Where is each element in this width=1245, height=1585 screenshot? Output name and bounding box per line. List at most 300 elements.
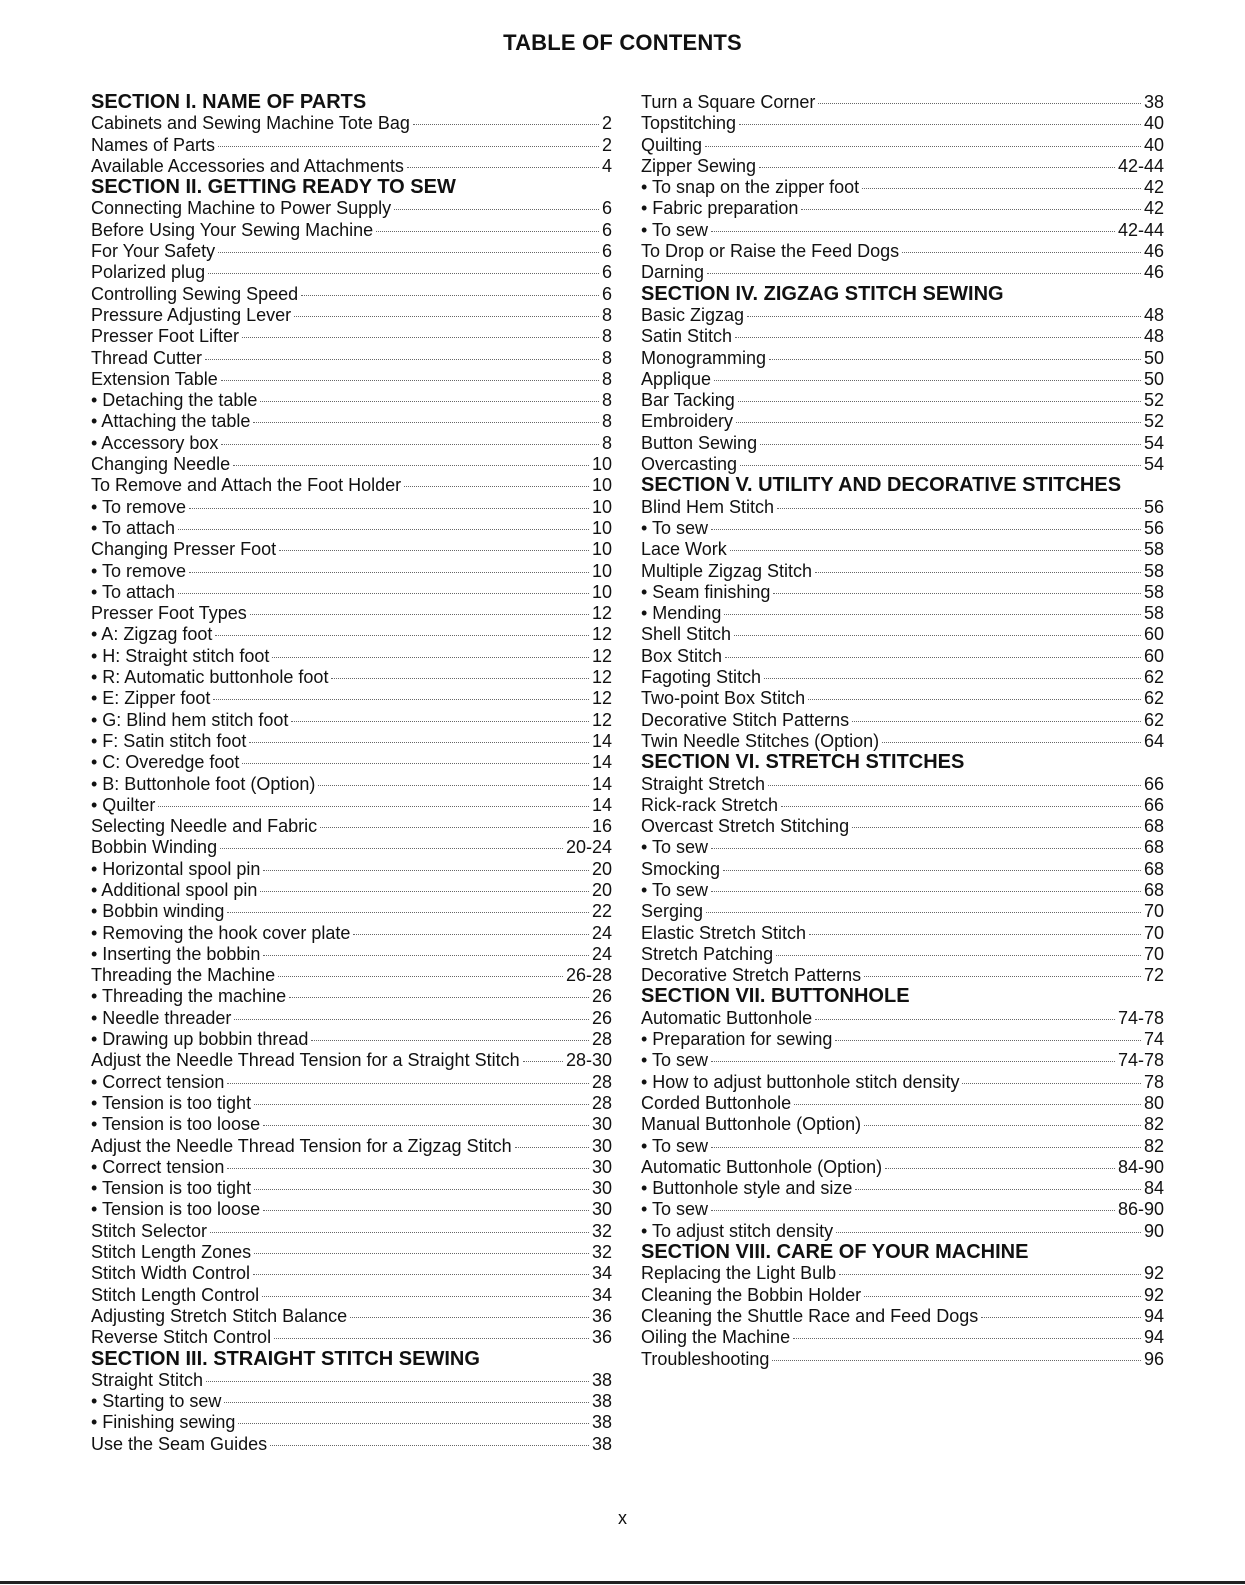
toc-entry: [641, 135, 1164, 156]
dot-leader: [178, 529, 589, 530]
toc-entry: [91, 1008, 612, 1029]
toc-entry-label: Connecting Machine to Power Supply: [91, 198, 392, 219]
toc-entry: [91, 284, 612, 305]
toc-entry-label: Satin Stitch: [641, 326, 733, 347]
toc-entry: [641, 1093, 1164, 1114]
toc-entry: [91, 1199, 612, 1220]
toc-entry-page: 94: [1143, 1305, 1164, 1326]
dot-leader: [320, 827, 589, 828]
dot-leader: [794, 1104, 1141, 1105]
toc-entry-label: • To remove: [91, 560, 187, 581]
toc-entry-page: 24: [591, 922, 612, 943]
toc-entry-page: 34: [591, 1263, 612, 1284]
dot-leader: [294, 316, 599, 317]
page-title: TABLE OF CONTENTS: [503, 30, 742, 55]
toc-entry-page: 70: [1143, 943, 1164, 964]
dot-leader: [318, 785, 589, 786]
toc-entry-page: 78: [1143, 1071, 1164, 1092]
toc-entry-label: • To remove: [91, 496, 187, 517]
toc-entry-label: Monogramming: [641, 347, 767, 368]
toc-entry: [91, 646, 612, 667]
toc-entry: [91, 326, 612, 347]
dot-leader: [249, 742, 589, 743]
toc-entry-page: 28: [591, 1092, 612, 1113]
toc-entry-page: 64: [1143, 730, 1164, 751]
dot-leader: [801, 209, 1141, 210]
dot-leader: [376, 231, 599, 232]
toc-entry-label: • B: Buttonhole foot (Option): [91, 773, 316, 794]
dot-leader: [227, 1168, 589, 1169]
dot-leader: [711, 848, 1141, 849]
toc-entry: [91, 859, 612, 880]
toc-entry: [91, 518, 612, 539]
toc-entry: [91, 667, 612, 688]
toc-entry-label: Straight Stretch: [641, 773, 766, 794]
toc-entry-page: 8: [601, 347, 612, 368]
toc-entry-label: Stitch Length Zones: [91, 1242, 252, 1263]
dot-leader: [759, 167, 1115, 168]
toc-entry: [91, 944, 612, 965]
dot-leader: [263, 955, 589, 956]
dot-leader: [274, 1338, 589, 1339]
toc-entry-label: Basic Zigzag: [641, 304, 745, 325]
toc-entry-page: 10: [591, 475, 612, 496]
toc-entry: [641, 198, 1164, 219]
toc-entry: [641, 1285, 1164, 1306]
toc-entry-page: 52: [1143, 411, 1164, 432]
toc-entry-page: 12: [591, 709, 612, 730]
toc-entry-label: Presser Foot Types: [91, 603, 247, 624]
toc-entry-label: Bobbin Winding: [91, 837, 218, 858]
toc-entry-page: 36: [591, 1327, 612, 1348]
toc-entry: [641, 688, 1164, 709]
toc-entry-label: • Accessory box: [91, 432, 219, 453]
toc-entry-page: 60: [1143, 645, 1164, 666]
dot-leader: [764, 678, 1141, 679]
toc-entry-page: 14: [591, 773, 612, 794]
toc-entry: [91, 986, 612, 1007]
toc-entry-label: Smocking: [641, 858, 721, 879]
toc-entry-label: • E: Zipper foot: [91, 688, 211, 709]
toc-entry-label: • To sew: [641, 219, 708, 240]
toc-entry-page: 12: [591, 603, 612, 624]
toc-entry: [91, 901, 612, 922]
dot-leader: [515, 1147, 589, 1148]
toc-entry: [91, 135, 612, 156]
dot-leader: [724, 614, 1141, 615]
dot-leader: [740, 465, 1141, 466]
toc-entry-page: 82: [1143, 1135, 1164, 1156]
toc-entry-page: 6: [601, 283, 612, 304]
dot-leader: [224, 1402, 589, 1403]
toc-entry-label: Automatic Buttonhole (Option): [641, 1156, 883, 1177]
toc-entry: [641, 454, 1164, 475]
toc-entry-label: Reverse Stitch Control: [91, 1327, 272, 1348]
dot-leader: [263, 1210, 589, 1211]
toc-entry-label: Button Sewing: [641, 432, 758, 453]
toc-entry-label: SECTION VII. BUTTONHOLE: [641, 985, 910, 1008]
toc-entry-page: 42: [1143, 177, 1164, 198]
toc-entry-page: 46: [1143, 241, 1164, 262]
dot-leader: [735, 337, 1141, 338]
toc-entry-page: 14: [591, 752, 612, 773]
toc-entry: [91, 965, 612, 986]
toc-entry-page: 94: [1143, 1327, 1164, 1348]
dot-leader: [711, 529, 1141, 530]
toc-entry: [91, 454, 612, 475]
dot-leader: [776, 955, 1141, 956]
dot-leader: [263, 1125, 589, 1126]
dot-leader: [711, 1210, 1115, 1211]
toc-entry-label: Lace Work: [641, 539, 727, 560]
toc-entry-page: 8: [601, 411, 612, 432]
toc-entry-page: 42-44: [1117, 219, 1164, 240]
dot-leader: [852, 721, 1141, 722]
toc-entry: [641, 497, 1164, 518]
dot-leader: [747, 316, 1141, 317]
toc-entry-label: • R: Automatic buttonhole foot: [91, 667, 329, 688]
toc-entry: [641, 1221, 1164, 1242]
toc-entry: [91, 1242, 612, 1263]
toc-entry: [91, 1157, 612, 1178]
toc-entry: [641, 944, 1164, 965]
toc-entry: [91, 1050, 612, 1071]
toc-entry-page: 72: [1143, 965, 1164, 986]
dot-leader: [227, 1083, 589, 1084]
toc-entry: [91, 1285, 612, 1306]
toc-entry-label: Oiling the Machine: [641, 1327, 791, 1348]
toc-entry: [641, 667, 1164, 688]
toc-entry: [91, 1221, 612, 1242]
toc-entry-label: Manual Buttonhole (Option): [641, 1114, 862, 1135]
toc-entry-label: • Removing the hook cover plate: [91, 922, 351, 943]
dot-leader: [218, 252, 599, 253]
toc-entry-page: 52: [1143, 390, 1164, 411]
toc-entry-page: 58: [1143, 603, 1164, 624]
toc-entry-page: 10: [591, 517, 612, 538]
toc-entry-page: 32: [591, 1242, 612, 1263]
toc-entry: [641, 1199, 1164, 1220]
dot-leader: [781, 806, 1141, 807]
toc-entry: [91, 688, 612, 709]
toc-entry: [641, 1050, 1164, 1071]
toc-entry-page: 58: [1143, 539, 1164, 560]
toc-entry: [91, 774, 612, 795]
toc-entry: [641, 582, 1164, 603]
toc-entry-page: 6: [601, 262, 612, 283]
toc-entry: [91, 603, 612, 624]
toc-entry: [641, 1349, 1164, 1370]
toc-entry: [91, 220, 612, 241]
toc-entry: [641, 369, 1164, 390]
toc-entry: [641, 603, 1164, 624]
toc-entry-label: Decorative Stretch Patterns: [641, 965, 862, 986]
toc-entry-label: Threading the Machine: [91, 965, 276, 986]
toc-entry-page: 68: [1143, 837, 1164, 858]
dot-leader: [254, 1189, 589, 1190]
dot-leader: [413, 124, 599, 125]
toc-entry-label: Adjust the Needle Thread Tension for a Zigzag Stitch: [91, 1135, 512, 1156]
toc-entry: [641, 1114, 1164, 1135]
toc-entry-page: 90: [1143, 1220, 1164, 1241]
dot-leader: [353, 934, 589, 935]
toc-entry-page: 30: [591, 1135, 612, 1156]
dot-leader: [205, 359, 599, 360]
toc-entry-page: 26-28: [565, 965, 612, 986]
toc-entry: [91, 1412, 612, 1433]
toc-entry: [91, 837, 612, 858]
toc-entry-page: 14: [591, 730, 612, 751]
toc-entry-label: • To sew: [641, 1050, 708, 1071]
toc-entry-page: 40: [1143, 134, 1164, 155]
toc-entry: [641, 113, 1164, 134]
dot-leader: [250, 614, 589, 615]
toc-entry: [91, 1072, 612, 1093]
toc-entry-label: Controlling Sewing Speed: [91, 283, 299, 304]
dot-leader: [218, 146, 599, 147]
toc-entry: [641, 518, 1164, 539]
toc-entry-page: 2: [601, 113, 612, 134]
toc-entry-label: Zipper Sewing: [641, 155, 757, 176]
toc-entry-label: Quilting: [641, 134, 703, 155]
toc-entry-label: Changing Needle: [91, 454, 231, 475]
toc-entry-page: 54: [1143, 432, 1164, 453]
dot-leader: [769, 359, 1141, 360]
page-number: x: [618, 1508, 627, 1528]
dot-leader: [739, 124, 1141, 125]
dot-leader: [738, 401, 1141, 402]
dot-leader: [253, 422, 599, 423]
toc-entry: [91, 475, 612, 496]
toc-entry-page: 12: [591, 667, 612, 688]
toc-entry-label: • A: Zigzag foot: [91, 624, 213, 645]
bottom-rule: [0, 1581, 1245, 1584]
toc-entry-label: Stitch Length Control: [91, 1284, 260, 1305]
toc-entry-page: 66: [1143, 773, 1164, 794]
toc-entry: [91, 880, 612, 901]
dot-leader: [711, 231, 1115, 232]
dot-leader: [707, 273, 1141, 274]
dot-leader: [962, 1083, 1140, 1084]
toc-entry-page: 68: [1143, 858, 1164, 879]
dot-leader: [189, 572, 589, 573]
toc-entry-page: 38: [1143, 92, 1164, 112]
toc-entry-label: • H: Straight stitch foot: [91, 645, 270, 666]
toc-entry-label: • Attaching the table: [91, 411, 251, 432]
toc-entry-label: Pressure Adjusting Lever: [91, 304, 292, 325]
toc-entry-page: 70: [1143, 922, 1164, 943]
toc-entry: [641, 177, 1164, 198]
toc-entry-page: 30: [591, 1114, 612, 1135]
dot-leader: [233, 465, 589, 466]
toc-entry-label: • Starting to sew: [91, 1391, 222, 1412]
toc-entry: [91, 731, 612, 752]
dot-leader: [213, 699, 589, 700]
toc-entry-label: Automatic Buttonhole: [641, 1007, 813, 1028]
dot-leader: [221, 444, 599, 445]
toc-entry-page: 12: [591, 624, 612, 645]
toc-entry-page: 10: [591, 581, 612, 602]
toc-entry-page: 54: [1143, 454, 1164, 475]
dot-leader: [227, 912, 589, 913]
dot-leader: [706, 912, 1141, 913]
toc-entry-label: Troubleshooting: [641, 1348, 770, 1369]
toc-section-heading: [641, 986, 1164, 1007]
toc-entry: [641, 1157, 1164, 1178]
toc-entry-label: • Fabric preparation: [641, 198, 799, 219]
toc-entry-page: 8: [601, 390, 612, 411]
toc-entry-label: Cleaning the Bobbin Holder: [641, 1284, 862, 1305]
toc-entry-label: • Inserting the bobbin: [91, 943, 261, 964]
toc-entry-page: 46: [1143, 262, 1164, 283]
dot-leader: [714, 380, 1141, 381]
toc-entry-label: Cleaning the Shuttle Race and Feed Dogs: [641, 1305, 979, 1326]
dot-leader: [260, 891, 589, 892]
toc-entry-label: • Tension is too tight: [91, 1092, 252, 1113]
toc-entry-label: Adjusting Stretch Stitch Balance: [91, 1305, 348, 1326]
toc-entry-label: SECTION I. NAME OF PARTS: [91, 91, 367, 113]
toc-entry-page: 58: [1143, 581, 1164, 602]
toc-entry-label: SECTION IV. ZIGZAG STITCH SEWING: [641, 282, 1004, 305]
dot-leader: [254, 1104, 589, 1105]
toc-entry: [91, 113, 612, 134]
toc-entry-page: 8: [601, 326, 612, 347]
toc-entry-page: 12: [591, 688, 612, 709]
toc-entry-page: 42-44: [1117, 155, 1164, 176]
toc-entry: [91, 1306, 612, 1327]
dot-leader: [815, 572, 1141, 573]
toc-entry-label: • To sew: [641, 1135, 708, 1156]
dot-leader: [242, 337, 599, 338]
toc-entry-label: • To sew: [641, 837, 708, 858]
dot-leader: [404, 486, 589, 487]
dot-leader: [730, 550, 1141, 551]
toc-entry-label: • Tension is too tight: [91, 1178, 252, 1199]
toc-entry-label: SECTION VI. STRETCH STITCHES: [641, 751, 965, 774]
toc-entry-page: 8: [601, 432, 612, 453]
toc-section-heading: [91, 1349, 612, 1370]
dot-leader: [809, 934, 1141, 935]
toc-entry-label: • Preparation for sewing: [641, 1029, 833, 1050]
toc-entry-page: 50: [1143, 368, 1164, 389]
toc-entry: [91, 1370, 612, 1391]
dot-leader: [234, 1019, 589, 1020]
toc-entry-page: 4: [601, 155, 612, 176]
toc-entry-label: • Tension is too loose: [91, 1199, 261, 1220]
toc-entry-label: To Remove and Attach the Foot Holder: [91, 475, 402, 496]
toc-entry-page: 62: [1143, 667, 1164, 688]
toc-entry-page: 28-30: [565, 1050, 612, 1071]
toc-entry-page: 20-24: [565, 837, 612, 858]
dot-leader: [301, 295, 599, 296]
dot-leader: [215, 635, 589, 636]
dot-leader: [189, 508, 589, 509]
toc-entry: [91, 411, 612, 432]
dot-leader: [864, 1125, 1141, 1126]
toc-entry: [641, 262, 1164, 283]
dot-leader: [523, 1061, 563, 1062]
toc-entry-page: 30: [591, 1178, 612, 1199]
toc-entry-page: 84-90: [1117, 1156, 1164, 1177]
toc-entry-label: SECTION II. GETTING READY TO SEW: [91, 176, 456, 199]
dot-leader: [981, 1317, 1141, 1318]
toc-entry-page: 48: [1143, 326, 1164, 347]
toc-entry: [641, 646, 1164, 667]
toc-entry-label: Blind Hem Stitch: [641, 496, 775, 517]
toc-entry: [91, 1391, 612, 1412]
toc-entry: [641, 1029, 1164, 1050]
toc-entry-label: • To attach: [91, 517, 176, 538]
toc-entry: [641, 816, 1164, 837]
toc-entry-label: • C: Overedge foot: [91, 752, 240, 773]
toc-entry-page: 2: [601, 134, 612, 155]
toc-entry-label: • Quilter: [91, 794, 156, 815]
toc-entry: [91, 582, 612, 603]
dot-leader: [279, 550, 589, 551]
toc-entry-label: Thread Cutter: [91, 347, 203, 368]
dot-leader: [206, 1381, 589, 1382]
toc-entry: [641, 539, 1164, 560]
toc-entry-label: • Needle threader: [91, 1007, 232, 1028]
dot-leader: [815, 1019, 1115, 1020]
dot-leader: [263, 870, 589, 871]
toc-entry-page: 84: [1143, 1178, 1164, 1199]
toc-entry: [641, 241, 1164, 262]
toc-entry: [641, 859, 1164, 880]
toc-entry-label: Names of Parts: [91, 134, 216, 155]
dot-leader: [772, 1360, 1141, 1361]
toc-entry-page: 74-78: [1117, 1050, 1164, 1071]
toc-entry: [641, 624, 1164, 645]
toc-entry-page: 50: [1143, 347, 1164, 368]
dot-leader: [711, 891, 1141, 892]
dot-leader: [210, 1232, 589, 1233]
dot-leader: [311, 1040, 589, 1041]
toc-entry-page: 68: [1143, 816, 1164, 837]
toc-entry: [641, 731, 1164, 752]
toc-section-heading: [641, 284, 1164, 305]
toc-entry-page: 12: [591, 645, 612, 666]
toc-entry-page: 60: [1143, 624, 1164, 645]
dot-leader: [254, 1253, 589, 1254]
toc-entry-page: 68: [1143, 879, 1164, 900]
toc-entry: [91, 348, 612, 369]
dot-leader: [855, 1189, 1141, 1190]
toc-entry-label: • How to adjust buttonhole stitch density: [641, 1071, 960, 1092]
toc-entry-label: • Tension is too loose: [91, 1114, 261, 1135]
toc-entry: [91, 1434, 612, 1455]
dot-leader: [270, 1445, 589, 1446]
toc-entry-label: Straight Stitch: [91, 1369, 204, 1390]
toc-entry-label: • Additional spool pin: [91, 879, 258, 900]
toc-entry-label: Rick-rack Stretch: [641, 794, 779, 815]
toc-entry-label: Cabinets and Sewing Machine Tote Bag: [91, 113, 410, 134]
toc-entry-label: Before Using Your Sewing Machine: [91, 219, 374, 240]
toc-entry-label: • To attach: [91, 581, 176, 602]
toc-entry-label: Decorative Stitch Patterns: [641, 709, 850, 730]
toc-entry-page: 96: [1143, 1348, 1164, 1369]
toc-entry-page: 36: [591, 1305, 612, 1326]
dot-leader: [862, 188, 1141, 189]
toc-entry-label: SECTION VIII. CARE OF YOUR MACHINE: [641, 1241, 1029, 1264]
toc-entry-page: 6: [601, 241, 612, 262]
toc-entry-label: • Bobbin winding: [91, 901, 225, 922]
toc-entry-page: 6: [601, 198, 612, 219]
dot-leader: [864, 976, 1141, 977]
toc-entry-label: Extension Table: [91, 368, 218, 389]
toc-entry: [641, 923, 1164, 944]
toc-entry-page: 30: [591, 1199, 612, 1220]
